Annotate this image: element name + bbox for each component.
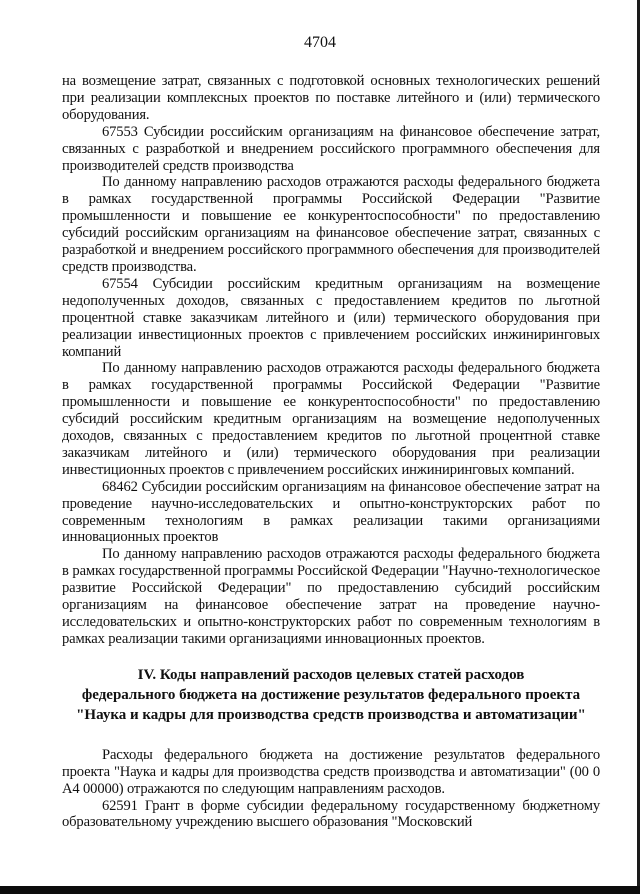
paragraph-code-62591: 62591 Грант в форме субсидии федеральному государственному бюджетному образовательному учреждению высшего образования "Московский xyxy=(62,797,600,831)
paragraph-description-67553: По данному направлению расходов отражаются расходы федерального бюджета в рамках государственной программы Российской Федерации "Развитие промышленности и повышение ее конкурентоспособности" по предоставлению субсидий российским организациям на финансовое обеспечение затрат, связанных с разработкой и внедрением российского программного обеспечения для производителей средств производства. xyxy=(62,174,600,275)
scan-edge-bottom xyxy=(0,886,640,894)
section-heading xyxy=(62,665,600,725)
paragraph-description-67554: По данному направлению расходов отражаются расходы федерального бюджета в рамках государственной программы Российской Федерации "Развитие промышленности и повышение ее конкурентоспособности" по предоставлению субсидий российским кредитным организациям на возмещение недополученных доходов, связанных с предоставлением кредитов по льготной процентной ставке заказчикам литейного и (или) термического оборудования при реализации инвестиционных проектов с привлечением российских инжиниринговых компаний. xyxy=(62,360,600,478)
page-number: 4704 xyxy=(304,34,336,51)
paragraph-section-intro: Расходы федерального бюджета на достижение результатов федерального проекта "Наука и кадры для производства средств производства и автоматизации" (00 0 А4 00000) отражаются по следующим направлениям расходов. xyxy=(62,746,600,797)
paragraph-continuation: на возмещение затрат, связанных с подготовкой основных технологических решений при реализации комплексных проектов по поставке литейного и (или) термического оборудования. xyxy=(62,73,600,123)
section-heading-line-3: "Наука и кадры для производства средств производства и автоматизации" xyxy=(76,706,586,723)
section-heading-line-2: федерального бюджета на достижение результатов федерального проекта xyxy=(81,686,581,703)
paragraph-description-68462: По данному направлению расходов отражаются расходы федерального бюджета в рамках государственной программы Российской Федерации "Научно-технологическое развитие Российской Федерации" по предоставлению субсидий российским организациям на финансовое обеспечение затрат на проведение научно-исследовательских и опытно-конструкторских работ по современным технологиям в рамках реализации такими организациями инновационных проектов. xyxy=(62,546,600,647)
paragraph-code-67554: 67554 Субсидии российским кредитным организациям на возмещение недополученных доходов, связанных с предоставлением кредитов по льготной процентной ставке заказчикам литейного и (или) термического оборудования при реализации инвестиционных проектов с привлечением российских инжиниринговых компаний xyxy=(62,275,600,360)
section-heading-line-1: IV. Коды направлений расходов целевых статей расходов xyxy=(137,666,525,683)
document-body xyxy=(62,73,600,831)
paragraph-code-68462: 68462 Субсидии российским организациям на финансовое обеспечение затрат на проведение научно-исследовательских и опытно-конструкторских работ по современным технологиям в рамках реализации такими организациями инновационных проектов xyxy=(62,478,600,546)
paragraph-code-67553: 67553 Субсидии российским организациям на финансовое обеспечение затрат, связанных с разработкой и внедрением российского программного обеспечения для производителей средств производства xyxy=(62,123,600,174)
